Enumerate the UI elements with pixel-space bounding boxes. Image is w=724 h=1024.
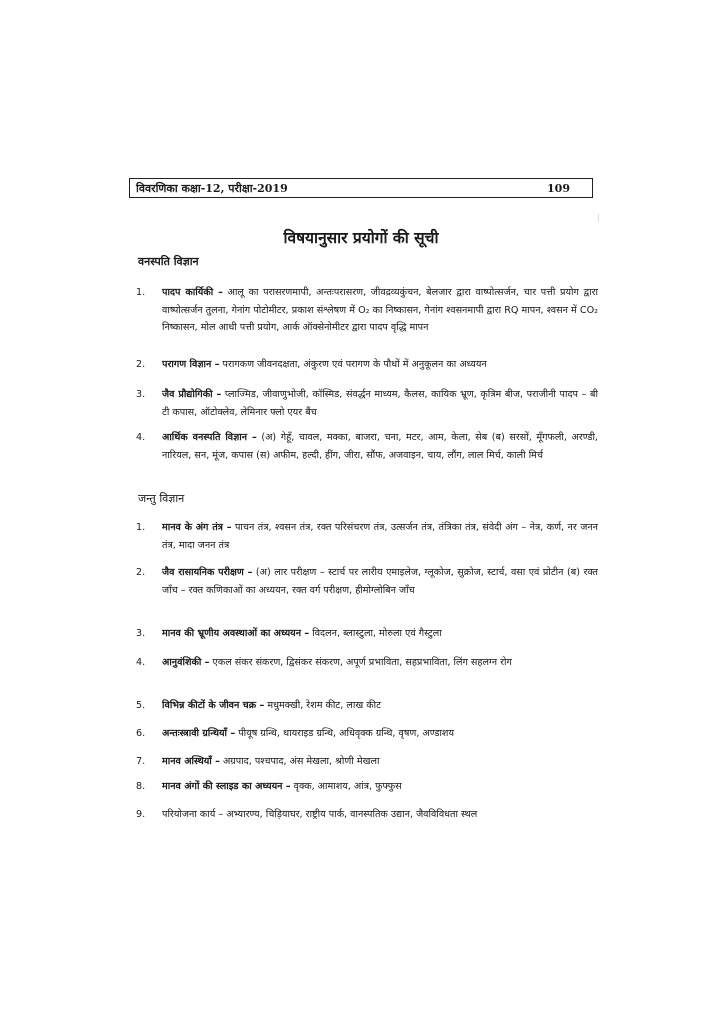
item-body: आलू का परासरणमापी, अन्तःपरासरण, जीवद्रव्यकुंचन, बेलजार द्वारा वाष्पोत्सर्जन, चार पत्ती प्रयोग द्वारा वाष्पोत्सर्जन तुलना, गेनांग पोटोमीटर, प्रकाश संश्लेषण में O₂ का निष्कासन, गेनांग श्वसनमापी द्वारा RQ मापन, श्वसन में CO₂ निष्कासन, मोल आधी पत्ती प्रयोग, आर्क ऑक्सेनोमीटर द्वारा पादप वृद्धि मापन <box>162 287 598 333</box>
item-heading: जैव रासायनिक परीक्षण – <box>162 567 253 578</box>
list-item <box>136 725 598 743</box>
item-text <box>162 519 598 554</box>
item-text <box>162 356 598 374</box>
list-item <box>136 284 598 337</box>
item-body: एकल संकर संकरण, द्विसंकर संकरण, अपूर्ण प्रभाविता, सहप्रभाविता, लिंग सहलग्न रोग <box>209 657 512 668</box>
item-body: विदलन, ब्लास्टुला, मोरुला एवं गैस्टुला <box>309 628 442 639</box>
item-body: परियोजना कार्य – अभ्यारण्य, चिड़ियाघर, राष्ट्रीय पार्क, वानस्पतिक उद्यान, जैवविविधता स्थल <box>162 809 478 820</box>
item-number: 7. <box>136 756 146 767</box>
item-heading: परागण विज्ञान – <box>162 359 220 370</box>
item-body: पाचन तंत्र, श्वसन तंत्र, रक्त परिसंचरण तंत्र, उत्सर्जन तंत्र, तंत्रिका तंत्र, संवेदी अंग – नेत्र, कर्ण, नर जनन तंत्र, मादा जनन तंत्र <box>162 522 599 551</box>
item-text <box>162 778 598 796</box>
list-item <box>136 625 598 643</box>
item-body: मधुमक्खी, रेशम कीट, लाख कीट <box>264 700 381 711</box>
item-heading: अन्तःस्त्रावी ग्रन्थियाँ – <box>162 728 236 739</box>
item-body: पीयूष ग्रन्थि, थायराइड ग्रन्थि, अधिवृक्क ग्रन्थि, वृषण, अण्डाशय <box>235 728 455 739</box>
item-heading: मानव की भ्रूणीय अवस्थाओं का अध्ययन – <box>162 628 310 639</box>
item-text <box>162 284 598 337</box>
item-body: अग्रपाद, पश्चपाद, अंस मेखला, श्रोणी मेखला <box>219 756 380 767</box>
list-item <box>136 806 598 824</box>
item-heading: विभिन्न कीटों के जीवन चक्र – <box>162 700 265 711</box>
item-number: 2. <box>136 359 146 370</box>
margin-mark <box>598 214 599 222</box>
item-number: 2. <box>136 567 146 578</box>
item-text <box>162 429 598 464</box>
item-number: 1. <box>136 287 146 298</box>
item-heading: पादप कार्यिकी – <box>162 287 223 298</box>
item-text <box>162 625 598 643</box>
item-number: 4. <box>136 432 146 443</box>
item-heading: जैव प्रौद्योगिकी – <box>162 389 222 400</box>
item-heading: मानव अस्थियाँ – <box>162 756 220 767</box>
item-text <box>162 806 598 824</box>
item-text <box>162 386 598 421</box>
item-number: 3. <box>136 389 146 400</box>
item-text <box>162 697 598 715</box>
header-title: विवरणिका कक्षा-12, परीक्षा-2019 <box>136 181 288 195</box>
list-item <box>136 429 598 464</box>
item-body: परागकण जीवनदक्षता, अंकुरण एवं परागण के पौधों में अनुकूलन का अध्ययन <box>219 359 487 370</box>
list-item <box>136 386 598 421</box>
section-title-zoology: जन्तु विज्ञान <box>138 492 185 505</box>
list-item <box>136 753 598 771</box>
item-text <box>162 564 598 599</box>
item-body: (अ) लार परीक्षण – स्टार्च पर लारीय एमाइलेज, ग्लूकोज, सुक्रोज, स्टार्च, वसा एवं प्रोटीन (ब) रक्त जाँच – रक्त कणिकाओं का अध्ययन, रक्त वर्ग परीक्षण, हीमोग्लोबिन जाँच <box>162 567 598 596</box>
page-header <box>129 178 593 198</box>
item-heading: आर्थिक वनस्पति विज्ञान – <box>162 432 257 443</box>
list-item <box>136 356 598 374</box>
list-item <box>136 778 598 796</box>
item-text <box>162 753 598 771</box>
item-number: 8. <box>136 781 146 792</box>
item-number: 3. <box>136 628 146 639</box>
item-body: वृक्क, आमाशय, आंत्र, फुफ्फुस <box>290 781 402 792</box>
item-body: (अ) गेहूँ, चावल, मक्का, बाजरा, चना, मटर, आम, केला, सेब (ब) सरसों, मूँगफली, अरण्डी, नारियल, सन, मूंज, कपास (स) अफीम, हल्दी, हींग, जीरा, सौंफ, अजवाइन, चाय, लौंग, लाल मिर्च, काली मिर्च <box>162 432 598 461</box>
item-heading: आनुवंशिकी – <box>162 657 210 668</box>
list-item <box>136 564 598 599</box>
list-item <box>136 654 598 672</box>
item-body: प्लाज्मिड, जीवाणुभोजी, कॉस्मिड, संवर्द्धन माध्यम, कैलस, कायिक भ्रूण, कृत्रिम बीज, पराजीनी पादप – बी टी कपास, ऑटोक्लेव, लेमिनार फ्लो एयर बैंच <box>162 389 598 418</box>
item-number: 6. <box>136 728 146 739</box>
item-heading: मानव के अंग तंत्र – <box>162 522 232 533</box>
section-title-botany: वनस्पति विज्ञान <box>138 255 199 268</box>
item-number: 9. <box>136 809 146 820</box>
item-heading: मानव अंगों की स्लाइड का अध्ययन – <box>162 781 291 792</box>
list-item <box>136 697 598 715</box>
page-number: 109 <box>547 181 570 195</box>
item-number: 5. <box>136 700 146 711</box>
item-text <box>162 725 598 743</box>
page-title: विषयानुसार प्रयोगों की सूची <box>283 229 439 247</box>
item-number: 4. <box>136 657 146 668</box>
item-number: 1. <box>136 522 146 533</box>
item-text <box>162 654 598 672</box>
list-item <box>136 519 598 554</box>
